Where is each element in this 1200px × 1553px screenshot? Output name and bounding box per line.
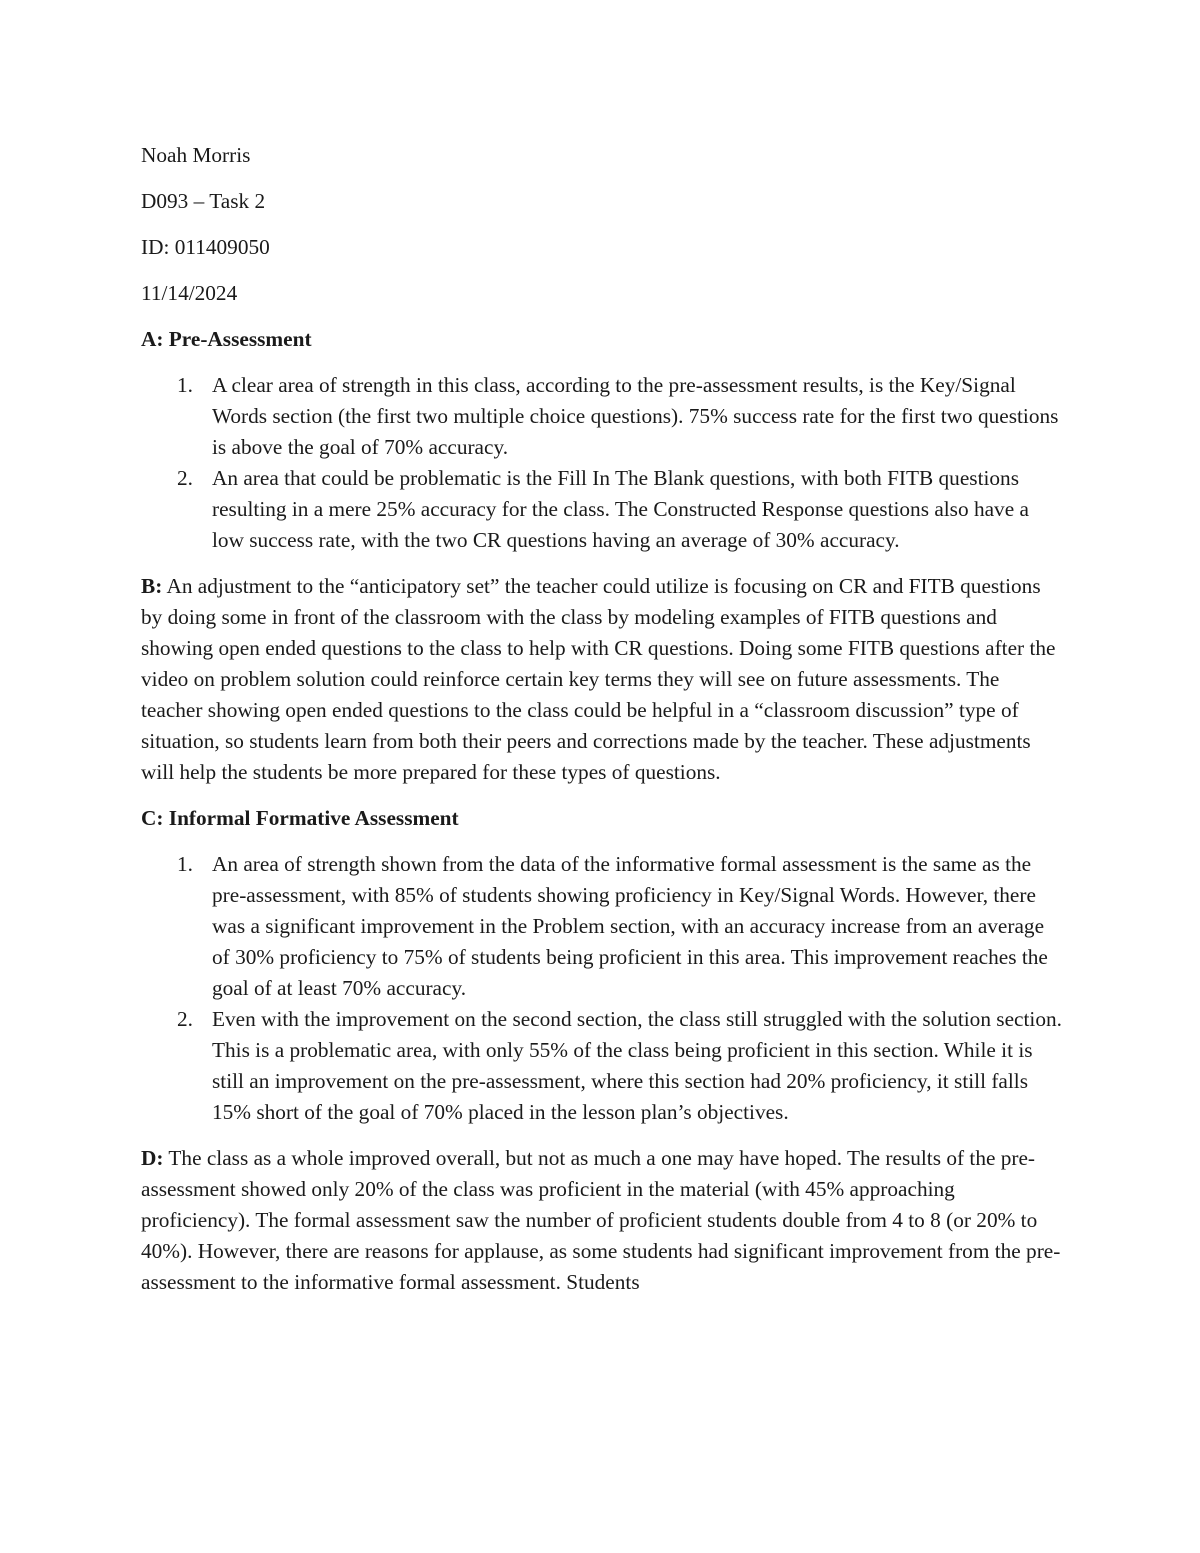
document-date: 11/14/2024 [141,281,238,305]
list-number: 1. [177,373,193,397]
section-d-paragraph [141,1143,1066,1298]
list-number: 1. [177,852,193,876]
section-d-text: The class as a whole improved overall, but not as much a one may have hoped. The results of the pre-assessment showed only 20% of the class was proficient in the material (with 45% approaching proficiency). The formal assessment saw the number of proficient students double from 4 to 8 (or 20% to 40%). However, there are reasons for applause, as some students had significant improvement from the pre-assessment to the informative formal assessment. Students [141,1146,1061,1294]
section-c-heading: C: Informal Formative Assessment [141,806,459,830]
list-item-text: Even with the improvement on the second section, the class still struggled with the solution section. This is a problematic area, with only 55% of the class being proficient in this section. While it is still an improvement on the pre-assessment, where this section had 20% proficiency, it still falls 15% short of the goal of 70% placed in the lesson plan’s objectives. [212,1007,1062,1124]
section-a-heading: A: Pre-Assessment [141,327,312,351]
section-d-label: D: [141,1146,164,1170]
list-item [141,849,1066,1004]
author-name: Noah Morris [141,143,251,167]
list-item [141,370,1066,463]
document-page [141,140,1066,1313]
list-number: 2. [177,466,193,490]
section-b-paragraph [141,571,1066,788]
list-item-text: An area that could be problematic is the Fill In The Blank questions, with both FITB questions resulting in a mere 25% accuracy for the class. The Constructed Response questions also have a low success rate, with the two CR questions having an average of 30% accuracy. [212,466,1029,552]
list-item [141,1004,1066,1128]
section-c-list [141,849,1066,1128]
list-item-text: An area of strength shown from the data of the informative formal assessment is the same as the pre-assessment, with 85% of students showing proficiency in Key/Signal Words. However, there was a significant improvement in the Problem section, with an accuracy increase from an average of 30% proficiency to 75% of students being proficient in this area. This improvement reaches the goal of at least 70% accuracy. [212,852,1048,1000]
student-id: ID: 011409050 [141,235,270,259]
list-number: 2. [177,1007,193,1031]
section-b-text: An adjustment to the “anticipatory set” the teacher could utilize is focusing on CR and FITB questions by doing some in front of the classroom with the class by modeling examples of FITB questions and showing open ended questions to the class to help with CR questions. Doing some FITB questions after the video on problem solution could reinforce certain key terms they will see on future assessments. The teacher showing open ended questions to the class could be helpful in a “classroom discussion” type of situation, so students learn from both their peers and corrections made by the teacher. These adjustments will help the students be more prepared for these types of questions. [141,574,1056,784]
list-item-text: A clear area of strength in this class, according to the pre-assessment results, is the Key/Signal Words section (the first two multiple choice questions). 75% success rate for the first two questions is above the goal of 70% accuracy. [212,373,1059,459]
course-task: D093 – Task 2 [141,189,266,213]
list-item [141,463,1066,556]
section-a-list [141,370,1066,556]
section-b-label: B: [141,574,163,598]
